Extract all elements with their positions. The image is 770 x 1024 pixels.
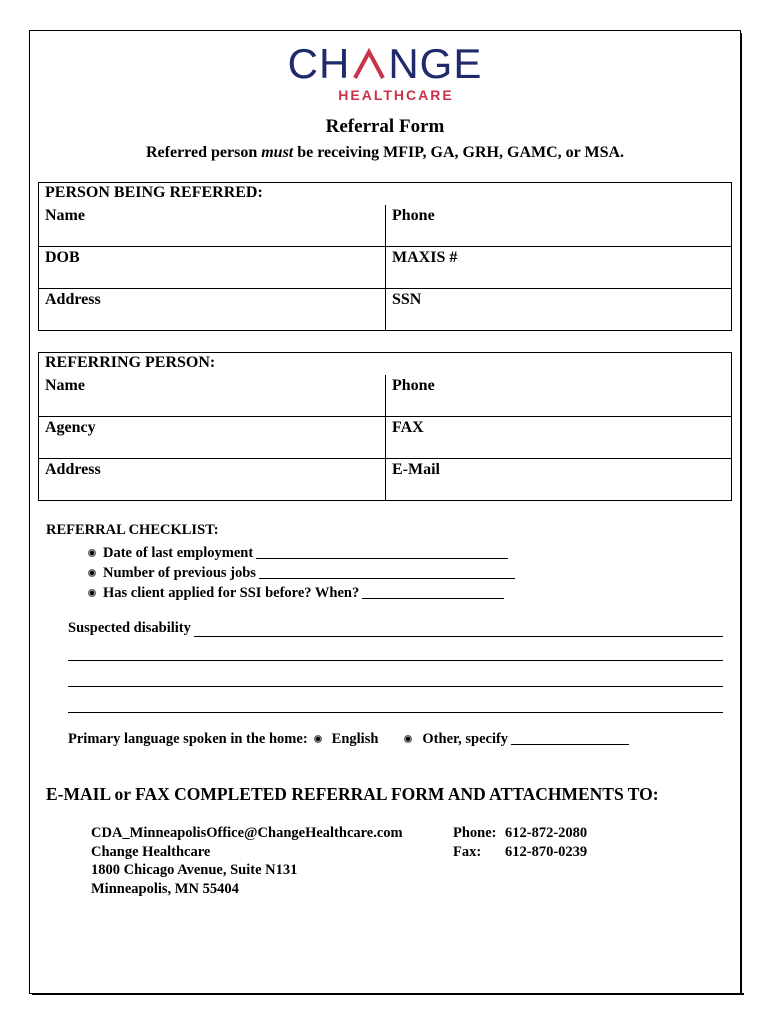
contact-email[interactable]: CDA_MinneapolisOffice@ChangeHealthcare.com (91, 825, 403, 841)
checklist-item-label: Has client applied for SSI before? When? (103, 584, 360, 601)
referring-person-fax-field[interactable]: FAX (386, 417, 732, 459)
disability-continuation-line[interactable] (68, 689, 723, 713)
person-referred-table (38, 182, 732, 331)
logo-wordmark (288, 42, 483, 86)
subtitle-text-start: Referred person (145, 144, 262, 161)
checklist-item-label: Number of previous jobs (103, 564, 256, 581)
disability-continuation-line[interactable] (68, 663, 723, 687)
change-healthcare-logo (0, 42, 770, 103)
checklist-item (88, 583, 515, 603)
page-shadow-right (740, 33, 742, 995)
english-option-label: English (331, 730, 379, 747)
address-company: Change Healthcare (91, 843, 211, 860)
referring-person-table (38, 352, 732, 501)
fax-label: Fax: (453, 843, 482, 860)
mailing-address (91, 824, 403, 898)
page-shadow-bottom (32, 993, 744, 995)
referring-person-address-field[interactable]: Address (39, 459, 386, 501)
referring-person-phone-field[interactable]: Phone (386, 375, 732, 417)
form-title: Referral Form (325, 116, 445, 137)
referring-person-email-field[interactable]: E-Mail (386, 459, 732, 501)
logo-text-suffix: NGE (388, 40, 483, 87)
person-referred-heading: PERSON BEING REFERRED: (39, 183, 732, 205)
person-referred-ssn-field[interactable]: SSN (386, 289, 732, 331)
ssi-when-input-line[interactable] (362, 587, 504, 599)
contact-numbers (453, 824, 587, 861)
fax-number: 612-870-0239 (505, 843, 588, 860)
last-employment-input-line[interactable] (256, 547, 508, 559)
checklist-title: REFERRAL CHECKLIST: (46, 522, 219, 538)
phone-label: Phone: (453, 825, 497, 841)
subtitle-text-end: be receiving MFIP, GA, GRH, GAMC, or MSA. (293, 144, 625, 161)
other-option-label: Other, specify (422, 730, 509, 747)
person-referred-phone-field[interactable]: Phone (386, 205, 732, 247)
disability-continuation-line[interactable] (68, 637, 723, 661)
checklist-items (88, 543, 515, 603)
person-referred-dob-field[interactable]: DOB (39, 247, 386, 289)
other-option-bullet-icon[interactable] (404, 735, 412, 743)
checklist-item (88, 543, 515, 563)
fax-row (453, 843, 587, 862)
bullet-icon (88, 589, 96, 597)
suspected-disability-section (68, 617, 723, 713)
primary-language-section (68, 729, 629, 749)
suspected-disability-input-line[interactable] (194, 625, 723, 637)
person-referred-address-field[interactable]: Address (39, 289, 386, 331)
phone-number: 612-872-2080 (505, 825, 588, 841)
previous-jobs-input-line[interactable] (259, 567, 515, 579)
referring-person-name-field[interactable]: Name (39, 375, 386, 417)
referring-person-heading: REFERRING PERSON: (39, 353, 732, 375)
send-to-heading: E-MAIL or FAX COMPLETED REFERRAL FORM AND ATTACHMENTS TO: (46, 784, 659, 804)
referring-person-agency-field[interactable]: Agency (39, 417, 386, 459)
primary-language-label: Primary language spoken in the home: (68, 730, 308, 747)
subtitle-emphasis: must (261, 144, 294, 161)
logo-triangle-icon (352, 48, 386, 80)
address-street: 1800 Chicago Avenue, Suite N131 (91, 862, 298, 878)
english-option-bullet-icon[interactable] (314, 735, 322, 743)
person-referred-maxis-field[interactable]: MAXIS # (386, 247, 732, 289)
form-subtitle (0, 144, 770, 162)
suspected-disability-label: Suspected disability (68, 620, 191, 636)
address-city: Minneapolis, MN 55404 (91, 880, 239, 897)
checklist-item (88, 563, 515, 583)
bullet-icon (88, 569, 96, 577)
referral-checklist (46, 522, 515, 603)
phone-row (453, 824, 587, 843)
bullet-icon (88, 549, 96, 557)
checklist-item-label: Date of last employment (103, 544, 254, 561)
logo-subtitle: HEALTHCARE (338, 87, 454, 103)
person-referred-name-field[interactable]: Name (39, 205, 386, 247)
logo-text-prefix: CH (287, 40, 351, 87)
other-language-input-line[interactable] (511, 733, 629, 745)
